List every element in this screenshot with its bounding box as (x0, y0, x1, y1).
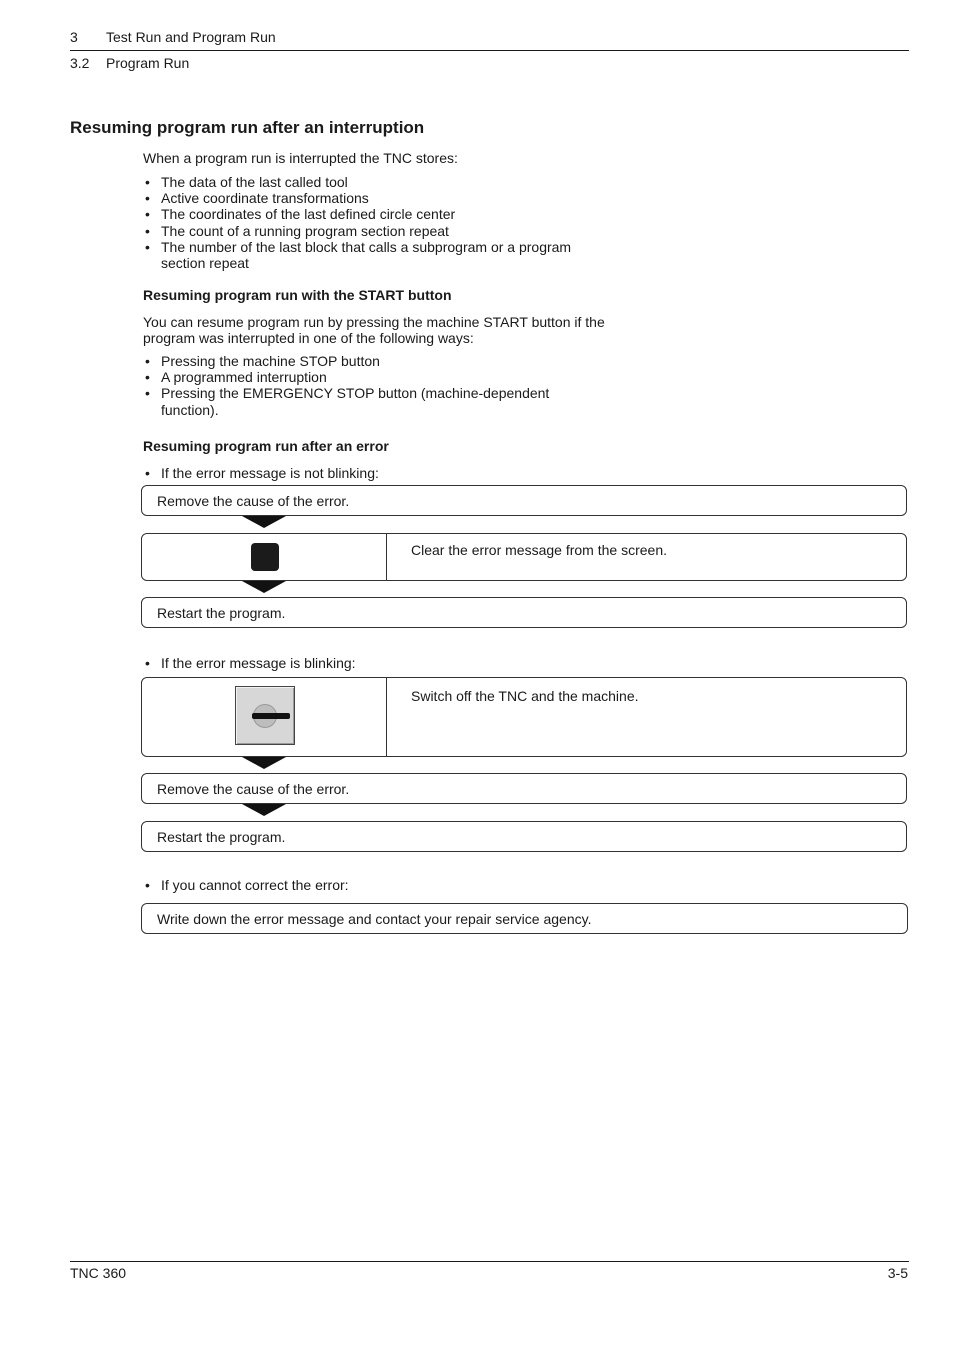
list-item: • Pressing the machine STOP button (143, 353, 573, 369)
list-item: • If the error message is not blinking: (143, 465, 643, 481)
step-text: Write down the error message and contact your repair service agency. (157, 911, 592, 927)
list-item: • If you cannot correct the error: (143, 877, 643, 893)
ce-key-icon (251, 543, 279, 571)
step-text: Remove the cause of the error. (157, 781, 350, 797)
step-text: Switch off the TNC and the machine. (411, 688, 639, 704)
list-item: • The data of the last called tool (143, 174, 603, 190)
footer-divider (70, 1261, 909, 1262)
down-arrow-icon (242, 804, 286, 816)
step-box-with-switch (141, 677, 907, 757)
list-item: • The number of the last block that calls a subprogram or a program section repeat (143, 239, 591, 271)
section-header (70, 55, 189, 71)
stored-items-list (143, 174, 603, 271)
step-box (141, 821, 907, 852)
down-arrow-icon (242, 757, 286, 769)
step-box-with-key (141, 533, 907, 581)
switch-handle (252, 713, 290, 719)
not-blinking-condition (143, 465, 643, 481)
list-item: • If the error message is blinking: (143, 655, 643, 671)
page-title: Resuming program run after an interruption (70, 118, 425, 137)
header-divider (70, 50, 909, 51)
step-text: Restart the program. (157, 829, 286, 845)
step-box (141, 597, 907, 628)
step-box (141, 773, 907, 804)
page-number: 3-5 (887, 1265, 908, 1281)
list-item: • Pressing the EMERGENCY STOP button (machine-dependent function). (143, 385, 561, 417)
down-arrow-icon (242, 516, 286, 528)
step-box (141, 903, 908, 934)
list-item: • The coordinates of the last defined circle center (143, 206, 603, 222)
section-title-header: Program Run (106, 55, 190, 71)
interruption-list (143, 353, 573, 418)
start-button-heading: Resuming program run with the START button (143, 287, 452, 303)
cannot-correct-condition (143, 877, 643, 893)
chapter-title: Test Run and Program Run (106, 29, 276, 45)
chapter-number: 3 (70, 29, 78, 45)
start-button-text: You can resume program run by pressing the machine START button if the program was interrupted in one of the following ways: (143, 314, 605, 346)
chapter-header (70, 29, 276, 45)
list-item: • The count of a running program section repeat (143, 223, 603, 239)
blinking-condition (143, 655, 643, 671)
list-item: • Active coordinate transformations (143, 190, 603, 206)
step-text: Clear the error message from the screen. (411, 542, 667, 558)
main-switch-icon (235, 686, 295, 745)
step-text: Restart the program. (157, 605, 286, 621)
after-error-heading: Resuming program run after an error (143, 438, 389, 454)
step-box (141, 485, 907, 516)
switch-cell (142, 678, 387, 756)
key-cell (142, 534, 387, 580)
step-text: Remove the cause of the error. (157, 493, 350, 509)
intro-text: When a program run is interrupted the TNC stores: (143, 150, 458, 166)
section-number: 3.2 (70, 55, 90, 71)
list-item: • A programmed interruption (143, 369, 573, 385)
footer-product: TNC 360 (70, 1265, 127, 1281)
down-arrow-icon (242, 581, 286, 593)
